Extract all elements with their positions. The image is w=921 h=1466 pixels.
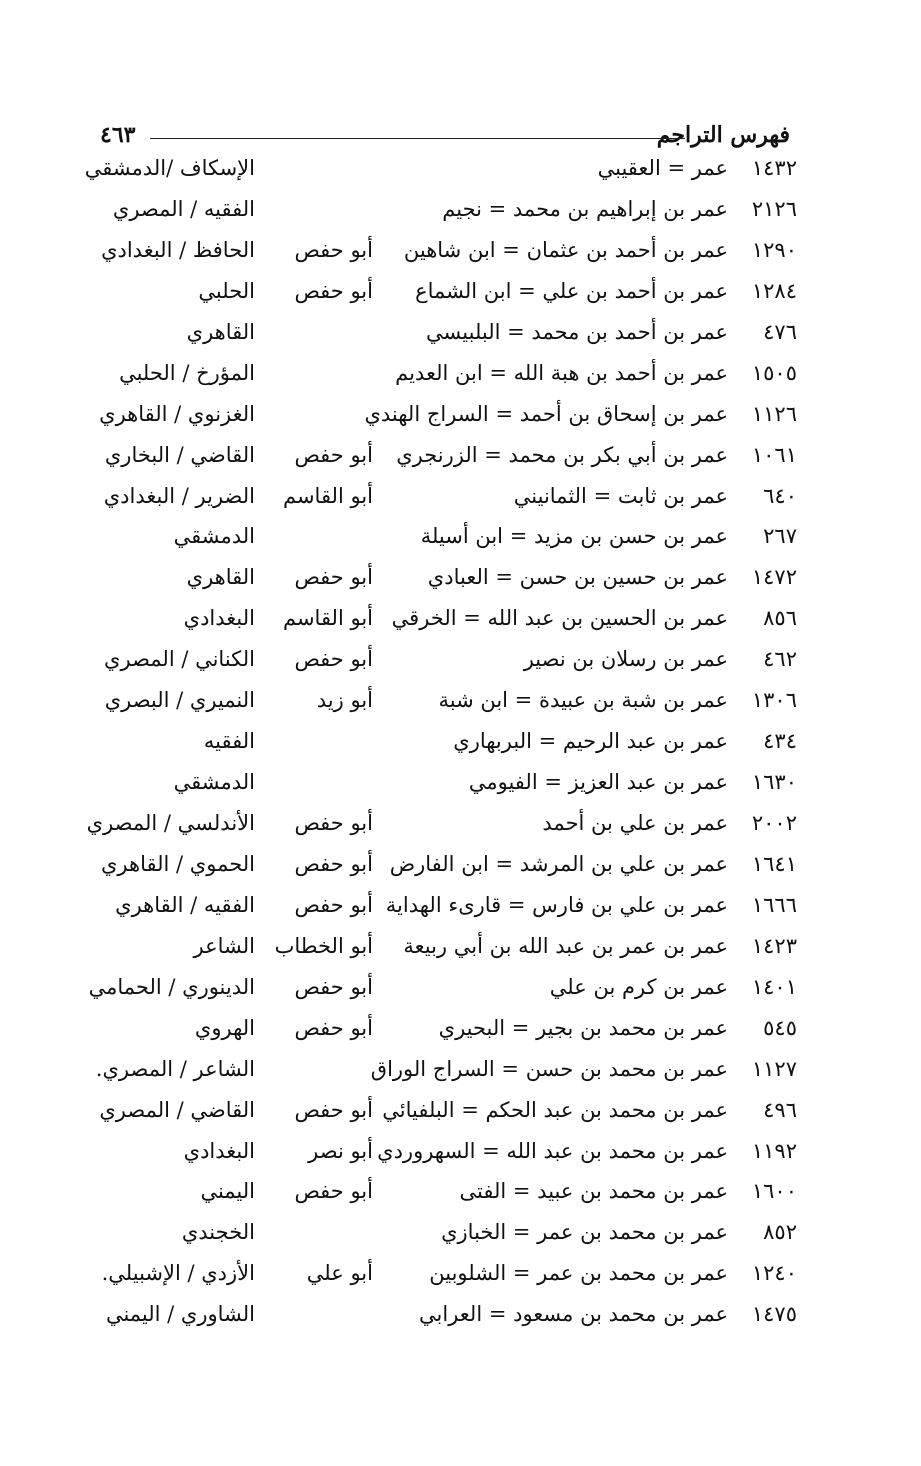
entry-number: ١٦٦٦ <box>751 892 797 917</box>
entry-name: عمر بن إبراهيم بن محمد = نجيم <box>442 196 728 221</box>
list-item <box>0 1094 921 1135</box>
list-item <box>0 234 921 275</box>
list-item <box>0 1257 921 1298</box>
entry-name: عمر بن محمد بن عبيد = الفتى <box>459 1179 728 1204</box>
entry-name: عمر بن علي بن أحمد <box>542 811 728 835</box>
entry-nisba: القاهري <box>186 319 255 344</box>
entry-number: ٤٦٢ <box>763 647 797 672</box>
list-item <box>0 1298 921 1339</box>
entry-number: ٤٩٦ <box>763 1097 797 1122</box>
list-item <box>0 971 921 1012</box>
entry-kunya: أبو زيد <box>316 688 373 713</box>
entry-nisba: الغزنوي / القاهري <box>99 401 255 426</box>
entry-kunya: أبو علي <box>306 1261 373 1286</box>
list-item <box>0 1012 921 1053</box>
list-item <box>0 848 921 889</box>
entry-name: عمر بن كرم بن علي <box>549 974 728 999</box>
list-item <box>0 357 921 398</box>
list-item <box>0 520 921 561</box>
entry-name: عمر بن أحمد بن عثمان = ابن شاهين <box>403 237 728 262</box>
entry-nisba: المؤرخ / الحلبي <box>119 360 255 385</box>
entry-nisba: القاضي / البخاري <box>104 442 255 467</box>
entry-nisba: البغدادي <box>183 1138 255 1163</box>
entry-nisba: الكناني / المصري <box>104 647 255 672</box>
entry-list <box>0 152 921 1339</box>
list-item <box>0 193 921 234</box>
entry-number: ١٥٠٥ <box>751 360 797 385</box>
list-item <box>0 643 921 684</box>
list-item <box>0 725 921 766</box>
entry-nisba: القاضي / المصري <box>99 1097 255 1122</box>
entry-kunya: أبو حفص <box>294 647 373 672</box>
entry-number: ١٦٤١ <box>751 851 797 876</box>
entry-nisba: البغدادي <box>183 606 255 631</box>
entry-nisba: الدمشقي <box>173 770 255 795</box>
entry-kunya: أبو القاسم <box>282 483 373 508</box>
header-rule <box>150 138 685 139</box>
entry-nisba: الدينوري / الحمامي <box>88 974 255 999</box>
list-item <box>0 398 921 439</box>
entry-number: ٦٤٠ <box>763 483 797 508</box>
entry-nisba: الفقيه / المصري <box>112 196 255 221</box>
entry-kunya: أبو حفص <box>294 974 373 999</box>
list-item <box>0 439 921 480</box>
entry-kunya: أبو القاسم <box>282 606 373 631</box>
list-item <box>0 766 921 807</box>
entry-name: عمر بن أحمد بن محمد = البلبيسي <box>426 319 728 344</box>
entry-name: عمر بن محمد بن عمر = الشلوبين <box>429 1261 728 1286</box>
entry-number: ٨٥٦ <box>763 606 797 631</box>
page-number: ٤٦٣ <box>100 122 136 148</box>
entry-nisba: اليمني <box>200 1179 255 1204</box>
list-item <box>0 602 921 643</box>
entry-kunya: أبو حفص <box>294 1097 373 1122</box>
entry-nisba: الإسكاف /الدمشقي <box>84 156 255 180</box>
entry-name: عمر بن محمد بن بجير = البحيري <box>438 1015 728 1040</box>
list-item <box>0 275 921 316</box>
list-item <box>0 1135 921 1176</box>
list-item <box>0 807 921 848</box>
entry-kunya: أبو نصر <box>308 1138 373 1163</box>
list-item <box>0 152 921 193</box>
entry-nisba: الدمشقي <box>173 524 255 549</box>
entry-nisba: الخجندي <box>181 1220 255 1245</box>
entry-name: عمر = العقيبي <box>597 156 728 180</box>
entry-number: ٢٠٠٢ <box>751 811 797 835</box>
entry-kunya: أبو حفص <box>294 442 373 467</box>
list-item <box>0 1216 921 1257</box>
entry-name: عمر بن أحمد بن هبة الله = ابن العديم <box>395 360 728 385</box>
entry-name: عمر بن عبد العزيز = الفيومي <box>468 770 728 795</box>
entry-name: عمر بن حسن بن مزيد = ابن أسيلة <box>420 524 728 549</box>
entry-number: ٨٥٢ <box>763 1220 797 1245</box>
entry-name: عمر بن محمد بن عبد الله = السهروردي <box>377 1138 728 1163</box>
entry-number: ٤٧٦ <box>763 319 797 344</box>
entry-nisba: الحافظ / البغدادي <box>101 237 255 262</box>
entry-number: ١٤٢٣ <box>751 933 797 958</box>
entry-kunya: أبو الخطاب <box>274 933 373 958</box>
entry-nisba: الشاوري / اليمني <box>105 1302 255 1327</box>
entry-nisba: الأندلسي / المصري <box>86 811 255 835</box>
list-item <box>0 316 921 357</box>
entry-number: ١٤٧٥ <box>751 1302 797 1327</box>
entry-nisba: الشاعر <box>193 933 255 958</box>
header-title: فهرس التراجم <box>656 122 790 148</box>
entry-number: ١٤٧٢ <box>751 565 797 590</box>
entry-name: عمر بن الحسين بن عبد الله = الخرقي <box>391 606 728 631</box>
list-item <box>0 1175 921 1216</box>
running-header <box>100 118 790 154</box>
entry-number: ١٤٣٢ <box>751 156 797 180</box>
entry-kunya: أبو حفص <box>294 892 373 917</box>
entry-kunya: أبو حفص <box>294 1179 373 1204</box>
entry-number: ١٣٠٦ <box>751 688 797 713</box>
entry-nisba: الهروي <box>194 1015 255 1040</box>
entry-name: عمر بن عمر بن عبد الله بن أبي ربيعة <box>403 933 728 958</box>
entry-name: عمر بن عبد الرحيم = البربهاري <box>453 729 728 754</box>
entry-nisba: الحلبي <box>198 278 255 303</box>
entry-kunya: أبو حفص <box>294 237 373 262</box>
entry-number: ١١٩٢ <box>751 1138 797 1163</box>
entry-number: ٢١٢٦ <box>751 196 797 221</box>
entry-number: ١٠٦١ <box>751 442 797 467</box>
entry-nisba: الضرير / البغدادي <box>103 483 255 508</box>
entry-name: عمر بن أحمد بن علي = ابن الشماع <box>415 278 728 303</box>
entry-kunya: أبو حفص <box>294 811 373 835</box>
entry-kunya: أبو حفص <box>294 1015 373 1040</box>
entry-number: ١٤٠١ <box>751 974 797 999</box>
entry-name: عمر بن علي بن المرشد = ابن الفارض <box>389 851 728 876</box>
entry-number: ٥٤٥ <box>763 1015 797 1040</box>
entry-name: عمر بن إسحاق بن أحمد = السراج الهندي <box>364 401 728 426</box>
entry-kunya: أبو حفص <box>294 851 373 876</box>
list-item <box>0 930 921 971</box>
entry-name: عمر بن أبي بكر بن محمد = الزرنجري <box>396 442 728 467</box>
list-item <box>0 561 921 602</box>
entry-nisba: الفقيه <box>203 729 255 754</box>
entry-name: عمر بن رسلان بن نصير <box>523 647 728 672</box>
entry-number: ١١٢٦ <box>751 401 797 426</box>
entry-number: ٢٦٧ <box>763 524 797 549</box>
entry-name: عمر بن ثابت = الثمانيني <box>513 483 728 508</box>
entry-number: ١٢٩٠ <box>751 237 797 262</box>
entry-nisba: الحموي / القاهري <box>101 851 255 876</box>
entry-name: عمر بن حسين بن حسن = العبادي <box>427 565 728 590</box>
entry-kunya: أبو حفص <box>294 565 373 590</box>
entry-nisba: القاهري <box>186 565 255 590</box>
entry-kunya: أبو حفص <box>294 278 373 303</box>
entry-nisba: الفقيه / القاهري <box>115 892 255 917</box>
entry-number: ١٢٤٠ <box>751 1261 797 1286</box>
list-item <box>0 1053 921 1094</box>
entry-nisba: الأزدي / الإشبيلي. <box>101 1261 255 1286</box>
entry-number: ١١٢٧ <box>751 1056 797 1081</box>
list-item <box>0 684 921 725</box>
entry-nisba: النميري / البصري <box>104 688 255 713</box>
entry-name: عمر بن محمد بن عمر = الخبازي <box>441 1220 728 1245</box>
entry-number: ٤٣٤ <box>763 729 797 754</box>
entry-name: عمر بن محمد بن مسعود = العرابي <box>419 1302 728 1327</box>
entry-number: ١٢٨٤ <box>751 278 797 303</box>
list-item <box>0 480 921 521</box>
entry-name: عمر بن محمد بن حسن = السراج الوراق <box>370 1056 728 1081</box>
entry-name: عمر بن محمد بن عبد الحكم = البلفيائي <box>382 1097 728 1122</box>
entry-name: عمر بن علي بن فارس = قارىء الهداية <box>385 892 728 917</box>
entry-name: عمر بن شبة بن عبيدة = ابن شبة <box>438 688 728 713</box>
list-item <box>0 889 921 930</box>
entry-number: ١٦٣٠ <box>751 770 797 795</box>
entry-number: ١٦٠٠ <box>751 1179 797 1204</box>
entry-nisba: الشاعر / المصري. <box>95 1056 255 1081</box>
